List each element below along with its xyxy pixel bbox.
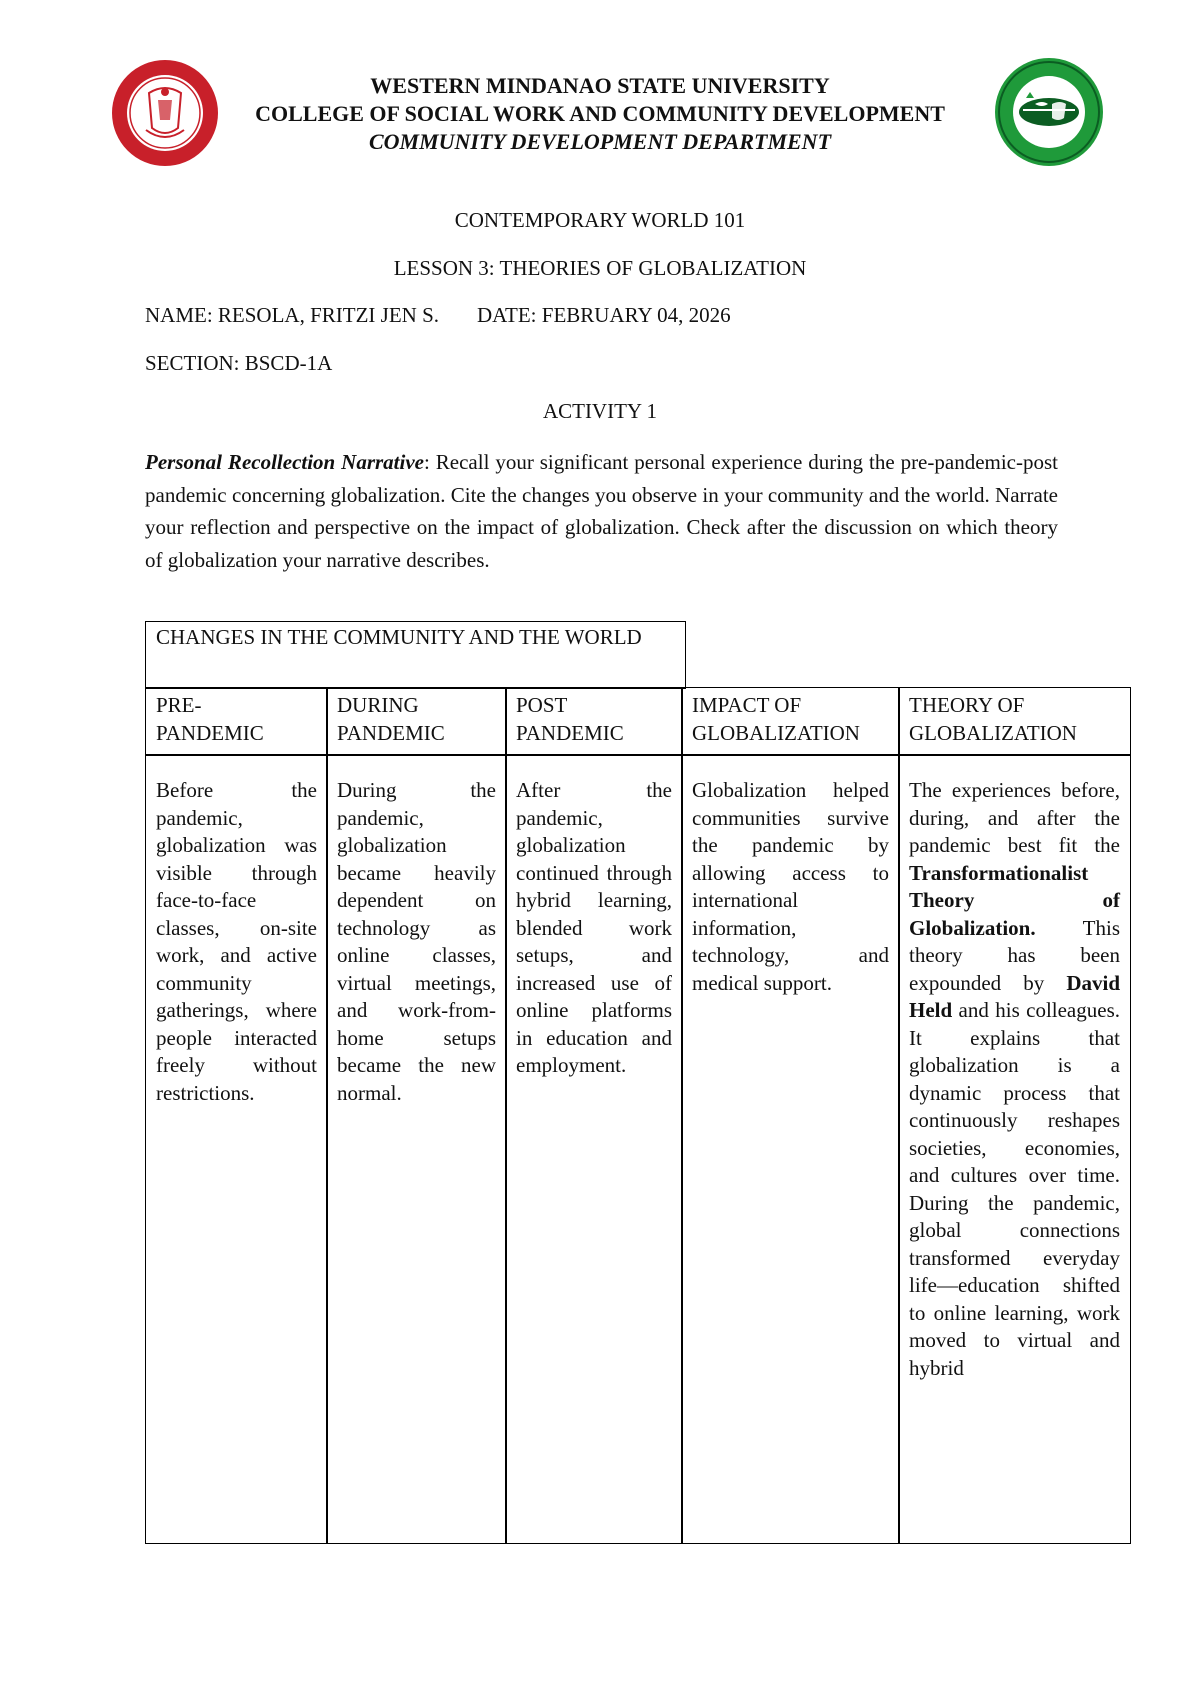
column-header-line: PANDEMIC [156, 720, 264, 745]
table-cell-pre-pandemic: Before the pandemic, globalization was visible through face-to-face classes, on-site work, and active community gatherings, where people interacted freely without restrictions. [145, 754, 328, 1544]
letterhead [210, 72, 990, 156]
column-header-line: DURING [337, 693, 419, 717]
table-main-header: CHANGES IN THE COMMUNITY AND THE WORLD [145, 621, 686, 689]
instructions-lead: Personal Recollection Narrative [145, 450, 424, 474]
university-seal-logo [106, 58, 224, 168]
instructions-text: : Recall your significant personal experience during the pre-pandemic-post pandemic concerning globalization. Cite the changes you observe in your community and the world. Narrate your reflection and perspective on the impact of globalization. Check after the discussion on which theory of globalization your narrative describes. [145, 450, 1059, 572]
theory-name: Transformationalist Theory of Globalization. [909, 860, 1120, 940]
theorist-name: David Held [909, 970, 1120, 1022]
column-header-line: THEORY OF [909, 693, 1025, 717]
column-header-line: GLOBALIZATION [692, 720, 860, 745]
submission-date: DATE: FEBRUARY 04, 2026 [477, 303, 731, 327]
table-cell-post-pandemic: After the pandemic, globalization continued through hybrid learning, blended work setups, and increased use of online platforms in education and employment. [505, 754, 683, 1544]
table-cell-theory [898, 754, 1131, 1544]
column-header-during-pandemic [326, 687, 507, 756]
department-name: COMMUNITY DEVELOPMENT DEPARTMENT [368, 129, 832, 154]
college-logo [990, 56, 1108, 168]
theory-text: This theory has been expounded by [909, 915, 1120, 995]
university-name: WESTERN MINDANAO STATE UNIVERSITY [370, 73, 830, 98]
column-header-line: PRE- [156, 693, 202, 717]
column-header-line: GLOBALIZATION [909, 720, 1077, 745]
column-header-theory [898, 687, 1131, 756]
student-name: NAME: RESOLA, FRITZI JEN S. [145, 303, 440, 327]
student-info-row [145, 303, 731, 328]
column-header-pre-pandemic [145, 687, 328, 756]
column-header-impact [681, 687, 900, 756]
column-header-line: POST [516, 693, 568, 717]
column-header-line: IMPACT OF [692, 693, 802, 717]
lesson-title: LESSON 3: THEORIES OF GLOBALIZATION [393, 256, 807, 280]
course-title: CONTEMPORARY WORLD 101 [454, 208, 746, 232]
instructions-paragraph [145, 446, 1058, 576]
theory-text: The experiences before, during, and after the pandemic best fit the [909, 778, 1120, 857]
student-section: SECTION: BSCD-1A [145, 351, 333, 375]
column-header-line: PANDEMIC [337, 720, 445, 745]
column-header-post-pandemic [505, 687, 683, 756]
table-cell-impact: Globalization helped communities survive the pandemic by allowing access to international information, technology, and medical support. [681, 754, 900, 1544]
college-name: COLLEGE OF SOCIAL WORK AND COMMUNITY DEVELOPMENT [255, 101, 945, 126]
table-cell-during-pandemic: During the pandemic, globalization became heavily dependent on technology as online classes, virtual meetings, and work-from-home setups became the new normal. [326, 754, 507, 1544]
activity-title: ACTIVITY 1 [542, 399, 658, 423]
theory-text: and his colleagues. It explains that globalization is a dynamic process that continuously reshapes societies, economies, and cultures over time. During the pandemic, global connections transformed everyday life—education shifted to online learning, work moved to virtual and hybrid [909, 998, 1120, 1380]
column-header-line: PANDEMIC [516, 720, 624, 745]
